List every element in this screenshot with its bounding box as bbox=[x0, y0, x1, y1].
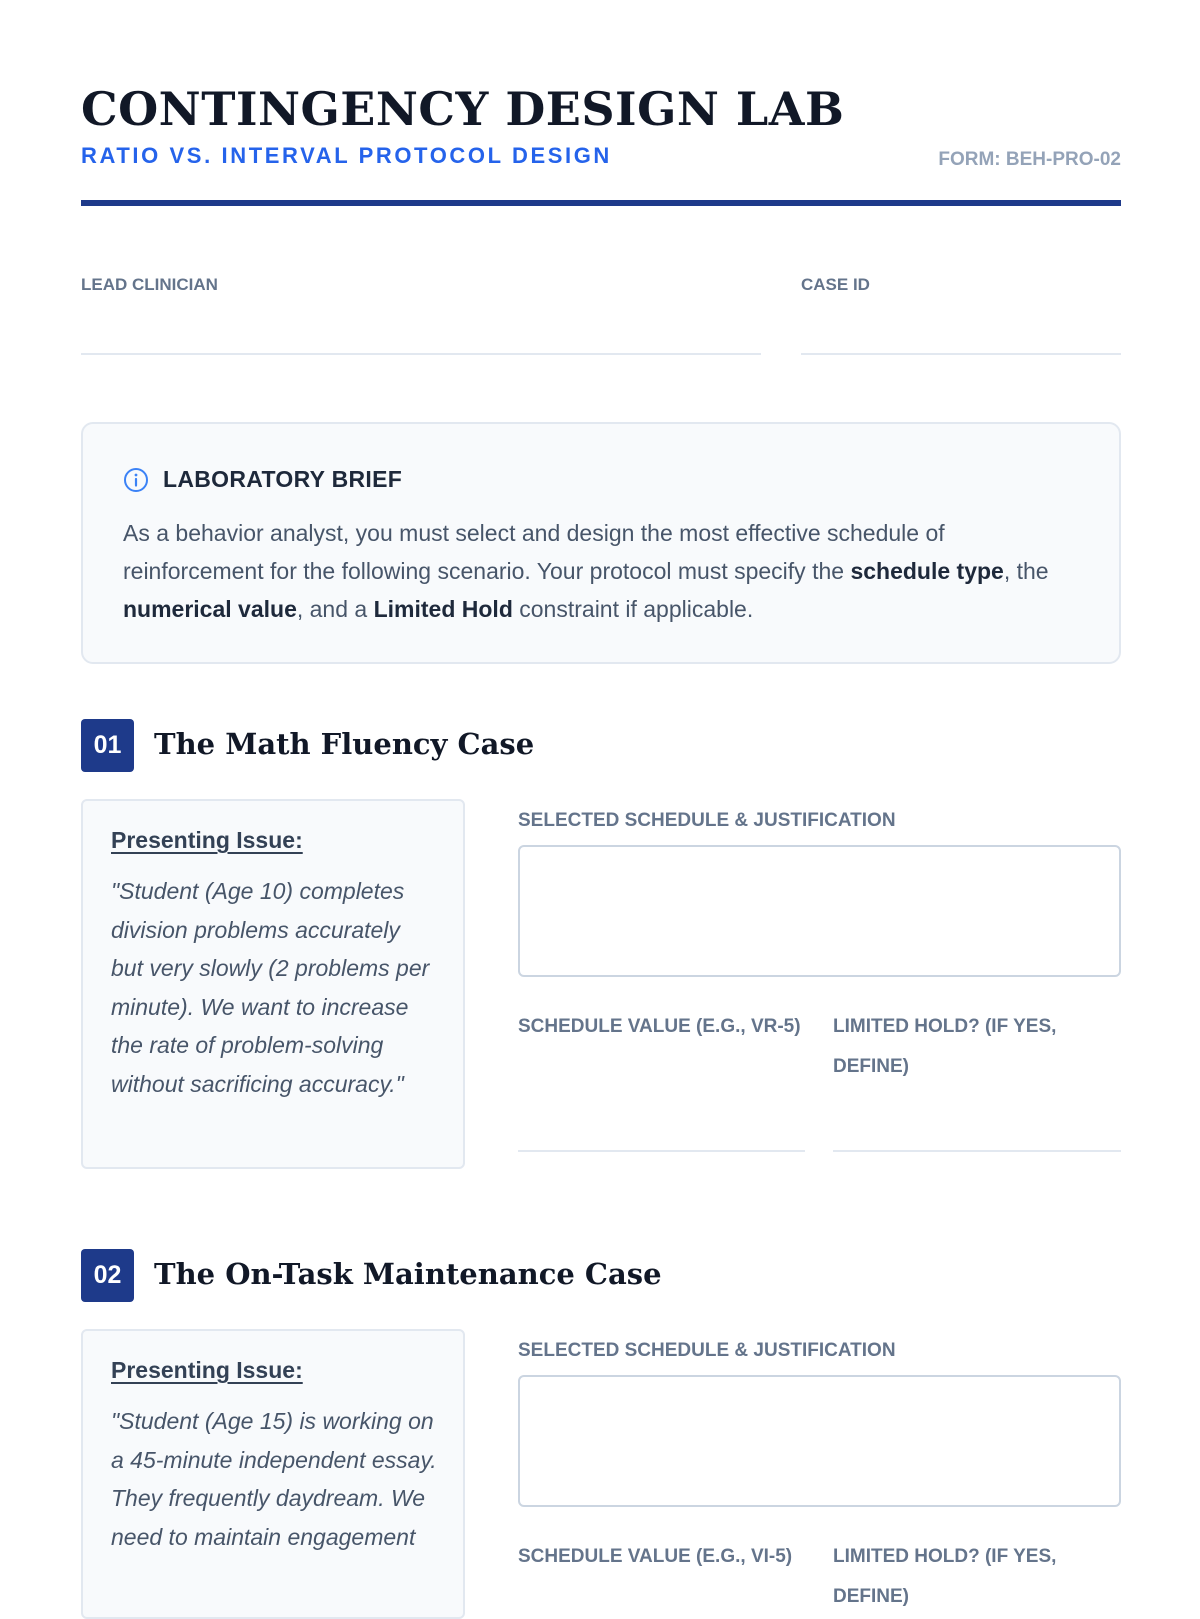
presenting-issue-box bbox=[81, 1329, 465, 1619]
form-code: FORM: BEH-PRO-02 bbox=[938, 149, 1121, 170]
brief-text-part: constraint if applicable. bbox=[512, 596, 754, 622]
lead-clinician-input[interactable] bbox=[81, 318, 761, 346]
case-number-badge: 01 bbox=[81, 719, 134, 772]
schedule-value-label: SCHEDULE VALUE (E.G., VR-5) bbox=[518, 1016, 801, 1037]
presenting-issue-text: "Student (Age 15) is working on a 45-minute independent essay. They frequently daydream. We need to maintain engagement bbox=[111, 1408, 437, 1550]
header-divider bbox=[81, 200, 1121, 206]
presenting-issue-label: Presenting Issue: bbox=[111, 1357, 303, 1383]
presenting-issue-label: Presenting Issue: bbox=[111, 827, 303, 853]
limited-hold-label: LIMITED HOLD? (IF YES, DEFINE) bbox=[833, 1016, 1057, 1077]
brief-emphasis-numerical-value: numerical value bbox=[123, 596, 297, 622]
brief-emphasis-schedule-type: schedule type bbox=[850, 558, 1004, 584]
case-number-badge: 02 bbox=[81, 1249, 134, 1302]
justification-textarea[interactable] bbox=[518, 1375, 1121, 1507]
brief-text-part: , and a bbox=[296, 596, 374, 622]
presenting-issue-box bbox=[81, 799, 465, 1169]
brief-title: LABORATORY BRIEF bbox=[163, 466, 403, 492]
justification-textarea[interactable] bbox=[518, 845, 1121, 977]
info-icon bbox=[123, 467, 149, 493]
case-title: The On-Task Maintenance Case bbox=[154, 1257, 662, 1291]
case-id-underline bbox=[801, 353, 1121, 355]
laboratory-brief bbox=[81, 422, 1121, 664]
brief-text-part: , the bbox=[1003, 558, 1049, 584]
limited-hold-underline bbox=[833, 1150, 1121, 1152]
schedule-value-input[interactable] bbox=[518, 1115, 805, 1143]
brief-header bbox=[123, 466, 402, 493]
limited-hold-input[interactable] bbox=[833, 1115, 1121, 1143]
justification-label: SELECTED SCHEDULE & JUSTIFICATION bbox=[518, 810, 896, 831]
case-id-input[interactable] bbox=[801, 318, 1121, 346]
lead-clinician-label: LEAD CLINICIAN bbox=[81, 275, 218, 294]
brief-text bbox=[123, 514, 1053, 628]
case-id-label: CASE ID bbox=[801, 275, 870, 294]
schedule-value-underline bbox=[518, 1150, 805, 1152]
presenting-issue-text: "Student (Age 10) completes division problems accurately but very slowly (2 problems per minute). We want to increase the rate of problem-solving without sacrificing accuracy." bbox=[111, 878, 430, 1097]
case-title: The Math Fluency Case bbox=[154, 727, 535, 761]
page-title: CONTINGENCY DESIGN LAB bbox=[81, 82, 845, 136]
brief-text-part: As a behavior analyst, you must select and design the most effective schedule of reinforcement for the following scenario. Your protocol must specify the bbox=[123, 520, 945, 584]
brief-emphasis-limited-hold: Limited Hold bbox=[373, 596, 513, 622]
schedule-value-label: SCHEDULE VALUE (E.G., VI-5) bbox=[518, 1546, 793, 1567]
justification-label: SELECTED SCHEDULE & JUSTIFICATION bbox=[518, 1340, 896, 1361]
limited-hold-label: LIMITED HOLD? (IF YES, DEFINE) bbox=[833, 1546, 1057, 1607]
lead-clinician-underline bbox=[81, 353, 761, 355]
page-subtitle: RATIO VS. INTERVAL PROTOCOL DESIGN bbox=[81, 143, 612, 168]
